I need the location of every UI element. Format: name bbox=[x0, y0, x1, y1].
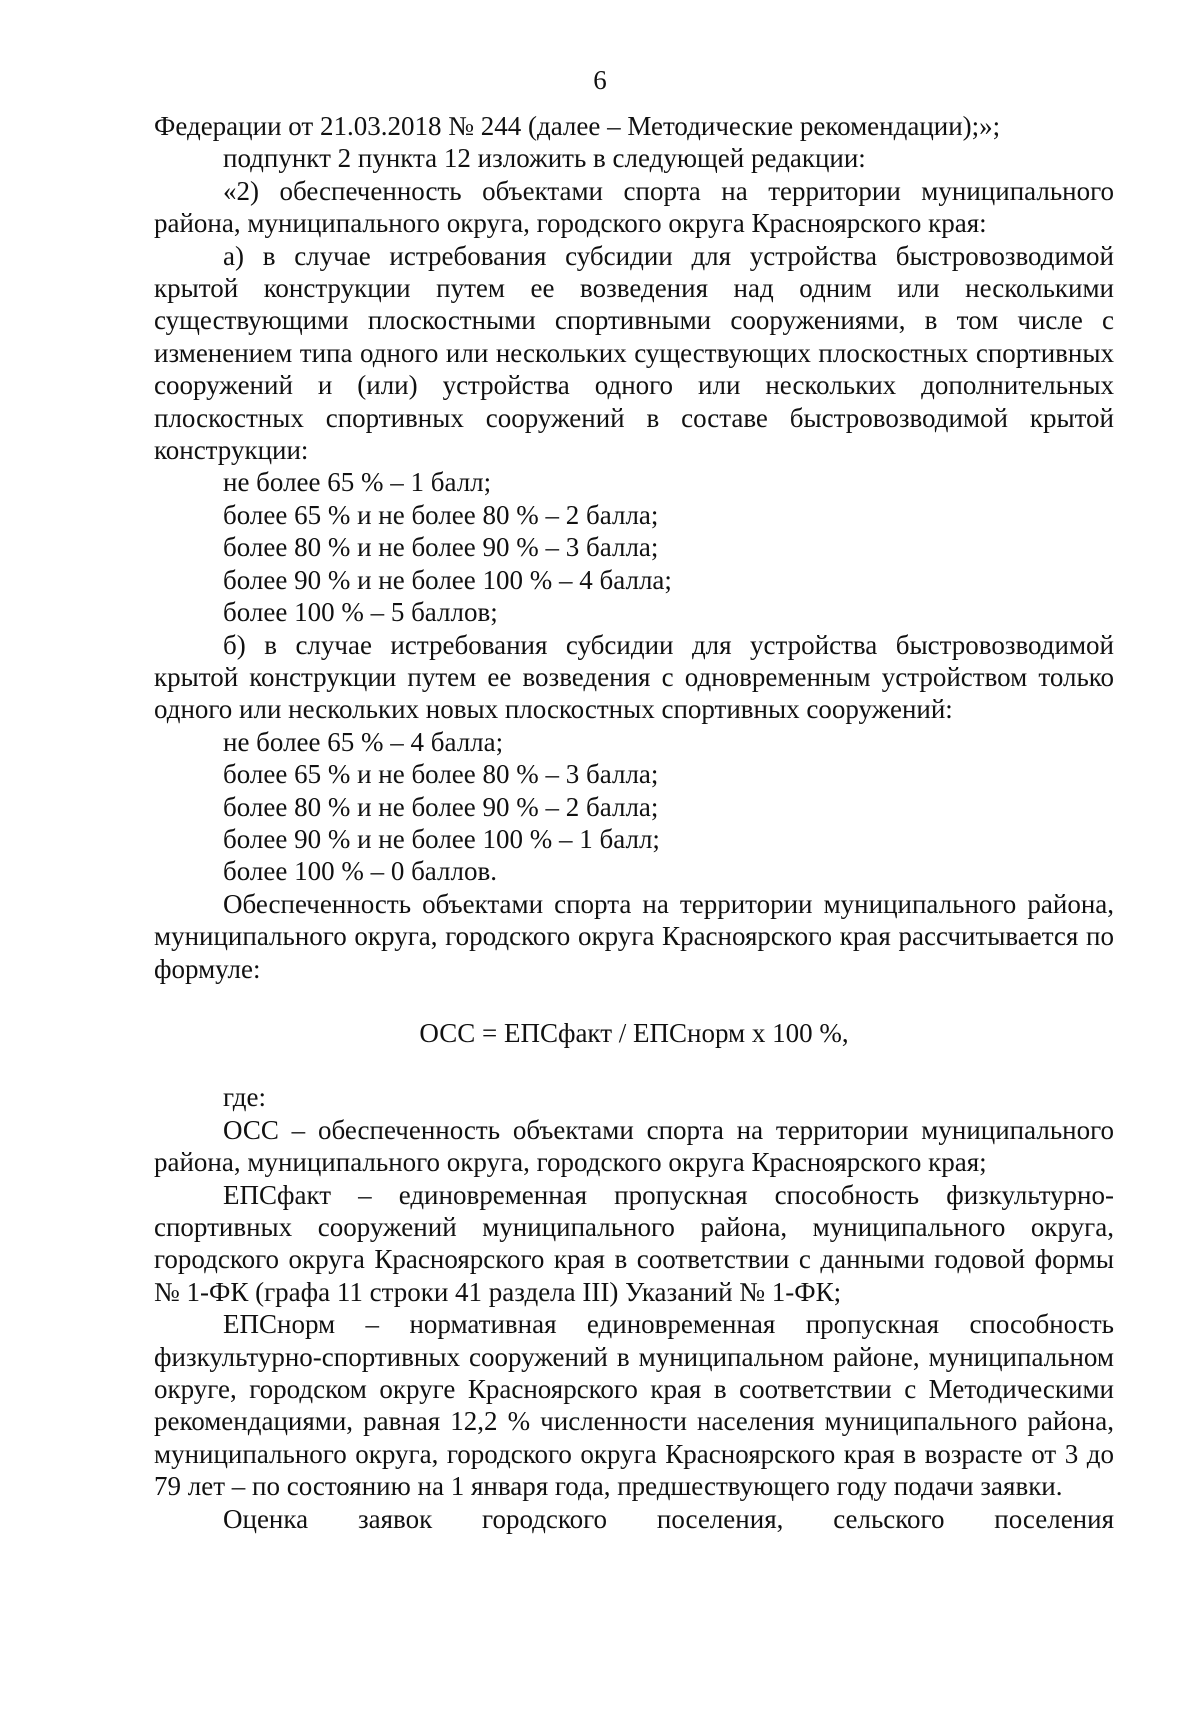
page-number: 6 bbox=[593, 65, 607, 95]
score-item: более 100 % – 5 баллов; bbox=[223, 597, 498, 628]
score-item: не более 65 % – 4 балла; bbox=[223, 726, 504, 757]
score-item: более 90 % и не более 100 % – 4 балла; bbox=[223, 564, 672, 595]
paragraph-calculation: Обеспеченность объектами спорта на территории муниципального района, муниципального округа, городского округа Красноярского края рассчитывается по формуле: bbox=[154, 888, 1114, 984]
score-item: не более 65 % – 1 балл; bbox=[223, 467, 492, 498]
formula: ОСС = ЕПСфакт / ЕПСнорм х 100 %, bbox=[419, 1017, 849, 1048]
score-item: более 100 % – 0 баллов. bbox=[223, 856, 497, 887]
document-body bbox=[154, 110, 1114, 1535]
score-item: более 80 % и не более 90 % – 3 балла; bbox=[223, 532, 659, 563]
definition-occ: ОСС – обеспеченность объектами спорта на территории муниципального района, муниципального округа, городского округа Красноярского края; bbox=[154, 1114, 1114, 1178]
paragraph-intro: Федерации от 21.03.2018 № 244 (далее – Методические рекомендации);»; bbox=[154, 111, 1001, 141]
where-label: где: bbox=[223, 1082, 266, 1113]
paragraph-subpoint: подпункт 2 пункта 12 изложить в следующей редакции: bbox=[223, 143, 866, 174]
paragraph-last: Оценка заявок городского поселения, сельского поселения bbox=[223, 1503, 1114, 1534]
score-item: более 80 % и не более 90 % – 2 балла; bbox=[223, 791, 659, 822]
definition-eps-norm: ЕПСнорм – нормативная единовременная пропускная способность физкультурно-спортивных сооружений в муниципальном районе, муниципальном округе, городском округе Красноярского края в соответствии с Методическими рекомендациями, равная 12,2 % численности населения муниципального района, муниципального округа, городского округа Красноярского края в возрасте от 3 до 79 лет – по состоянию на 1 января года, предшествующего году подачи заявки. bbox=[154, 1309, 1114, 1502]
definition-eps-fact: ЕПСфакт – единовременная пропускная способность физкультурно-спортивных сооружений муниципального района, муниципального округа, городского округа Красноярского края в соответствии с данными годовой формы № 1-ФК (графа 11 строки 41 раздела III) Указаний № 1-ФК; bbox=[154, 1179, 1114, 1307]
score-item: более 65 % и не более 80 % – 3 балла; bbox=[223, 759, 659, 790]
score-list-b bbox=[154, 726, 1114, 888]
paragraph-case-b: б) в случае истребования субсидии для устройства быстровозводимой крытой конструкции путем ее возведения с одновременным устройством только одного или нескольких новых плоскостных спортивных сооружений: bbox=[154, 629, 1114, 725]
paragraph-case-a: а) в случае истребования субсидии для устройства быстровозводимой крытой конструкции путем ее возведения над одним или несколькими существующими плоскостными спортивными сооружениями, в том числе с изменением типа одного или нескольких существующих плоскостных спортивных сооружений и (или) устройства одного или нескольких дополнительных плоскостных спортивных сооружений в составе быстровозводимой крытой конструкции: bbox=[154, 240, 1114, 466]
score-item: более 90 % и не более 100 % – 1 балл; bbox=[223, 823, 660, 854]
score-list-a bbox=[154, 466, 1114, 628]
paragraph-point-2: «2) обеспеченность объектами спорта на территории муниципального района, муниципального округа, городского округа Красноярского края: bbox=[154, 175, 1114, 239]
score-item: более 65 % и не более 80 % – 2 балла; bbox=[223, 499, 659, 530]
